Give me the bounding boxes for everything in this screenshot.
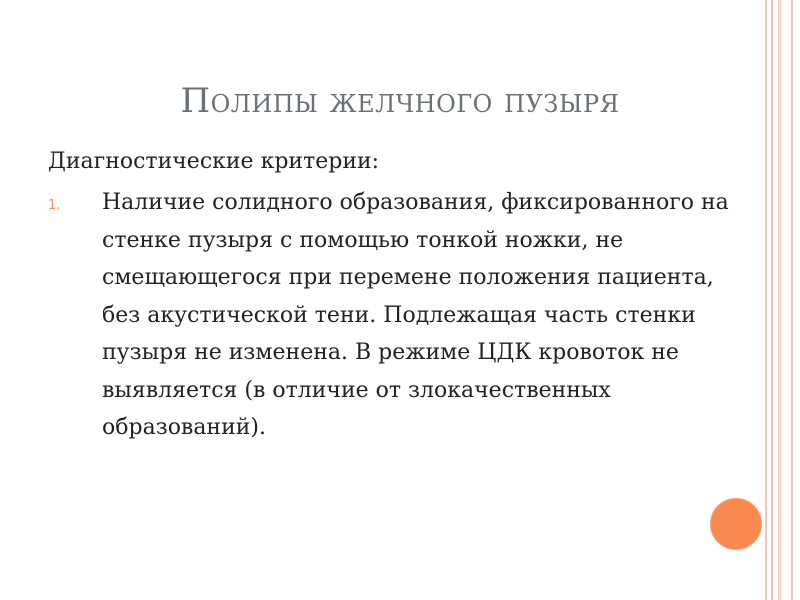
slide-subtitle: Диагностические критерии: — [48, 149, 380, 174]
list-item-text: Наличие солидного образования, фиксированного на стенке пузыря с помощью тонкой ножки, не смещающегося при перемене положения пациента, без акустической тени. Подлежащая часть стенки пузыря не изменена. В режиме ЦДК кровоток не выявляется (в отличие от злокачественных образований). — [102, 190, 729, 440]
slide-title: Полипы желчного пузыря — [180, 80, 620, 121]
accent-circle-decoration — [710, 498, 762, 550]
list-item — [48, 184, 742, 447]
criteria-list — [48, 184, 729, 447]
slide-content — [48, 144, 729, 447]
list-marker: 1. — [48, 198, 61, 213]
